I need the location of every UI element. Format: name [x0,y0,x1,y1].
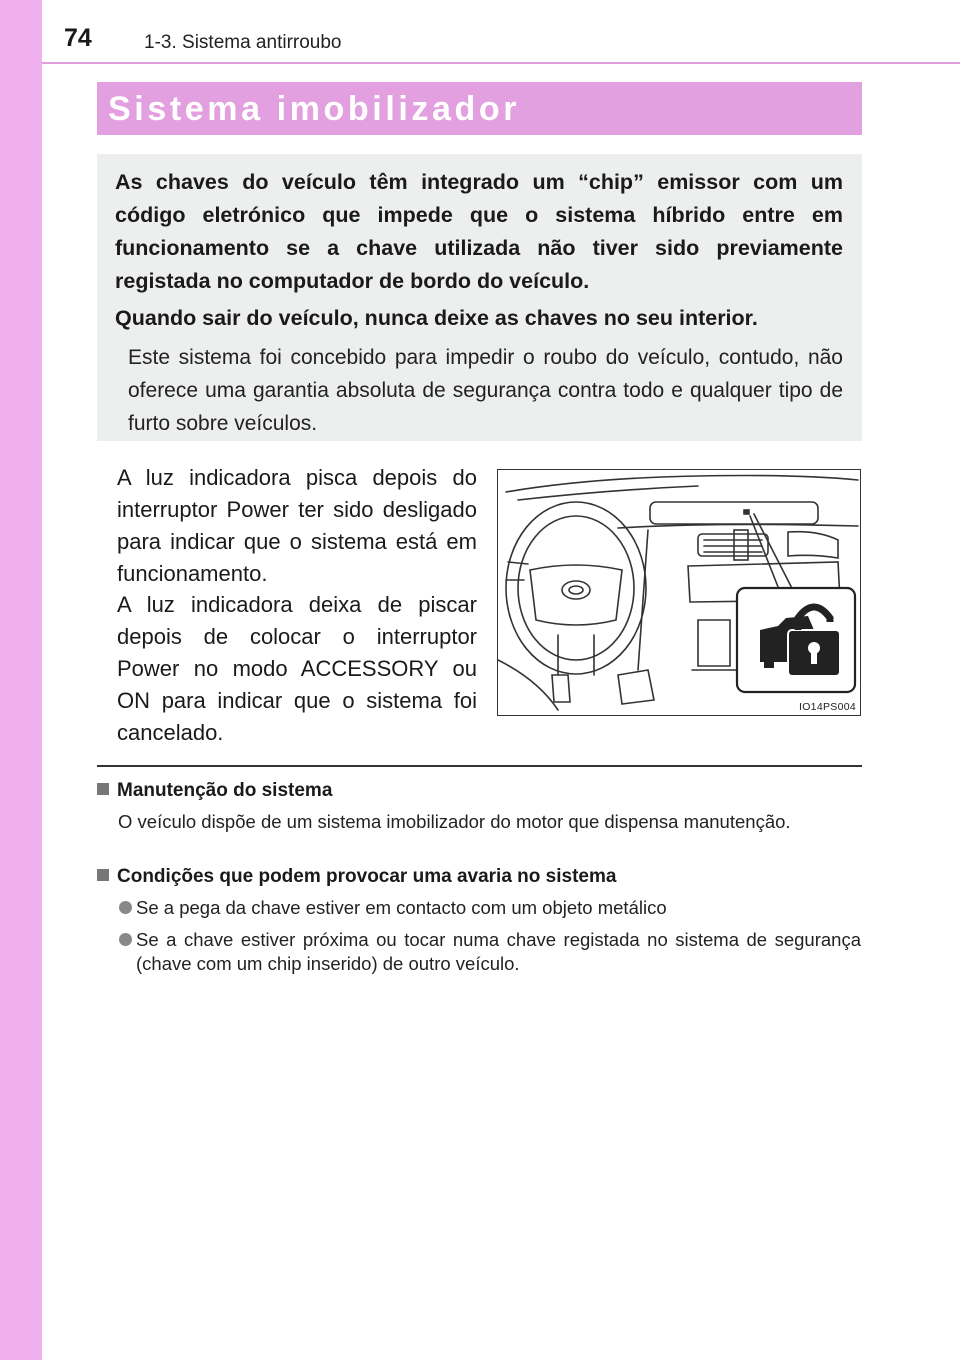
list-item-text: Se a pega da chave estiver em contacto com um objeto metálico [136,897,667,918]
dashboard-figure [497,469,861,716]
page-title: Sistema imobilizador [108,90,521,128]
intro-box [97,154,862,441]
car-lock-indicator-icon [737,588,855,692]
dashboard-illustration [498,470,860,715]
body-paragraph-2: A luz indicadora deixa de piscar depois de colocar o interruptor Power no modo ACCESSORY ou ON para indicar que o sistema foi cancelado. [117,592,477,745]
body-paragraph-1: A luz indicadora pisca depois do interruptor Power ter sido desligado para indicar que o sistema está em funcionamento. [117,465,477,586]
figure-code: IO14PS004 [799,701,856,713]
intro-warning: Quando sair do veículo, nunca deixe as chaves no seu interior. [115,306,758,330]
intro-paragraph-3: Este sistema foi concebido para impedir o roubo do veículo, contudo, não oferece uma garantia absoluta de segurança contra todo e qualquer tipo de furto sobre veículos. [128,346,843,435]
section-label: 1-3. Sistema antirroubo [144,32,342,53]
intro-paragraph-1: As chaves do veículo têm integrado um “chip” emissor com um código eletrónico que impede que o sistema híbrido entre em funcionamento se a chave utilizada não tiver sido previamente registada no computador de bordo do veículo. [115,170,843,293]
circle-bullet-icon [119,933,132,946]
square-bullet-icon [97,869,109,881]
note-text-maintenance: O veículo dispõe de um sistema imobilizador do motor que dispensa manutenção. [118,811,791,832]
note-heading-maintenance [97,780,332,802]
indicator-light [744,510,749,514]
header-rule [42,62,960,64]
list-item-text: Se a chave estiver próxima ou tocar numa chave registada no sistema de segurança (chave com um chip inserido) de outro veículo. [136,929,861,974]
instrument-display [650,502,818,524]
steering-logo [562,581,590,599]
square-bullet-icon [97,783,109,795]
note-heading-text: Condições que podem provocar uma avaria no sistema [117,866,617,887]
notes-divider [97,765,862,767]
list-item [119,896,861,920]
steering-wheel [506,502,646,674]
side-tab-strip [0,0,42,1360]
note-heading-conditions [97,866,616,888]
page-number: 74 [64,24,92,52]
circle-bullet-icon [119,901,132,914]
title-bar [97,82,862,135]
note-heading-text: Manutenção do sistema [117,780,333,801]
list-item [119,928,861,976]
